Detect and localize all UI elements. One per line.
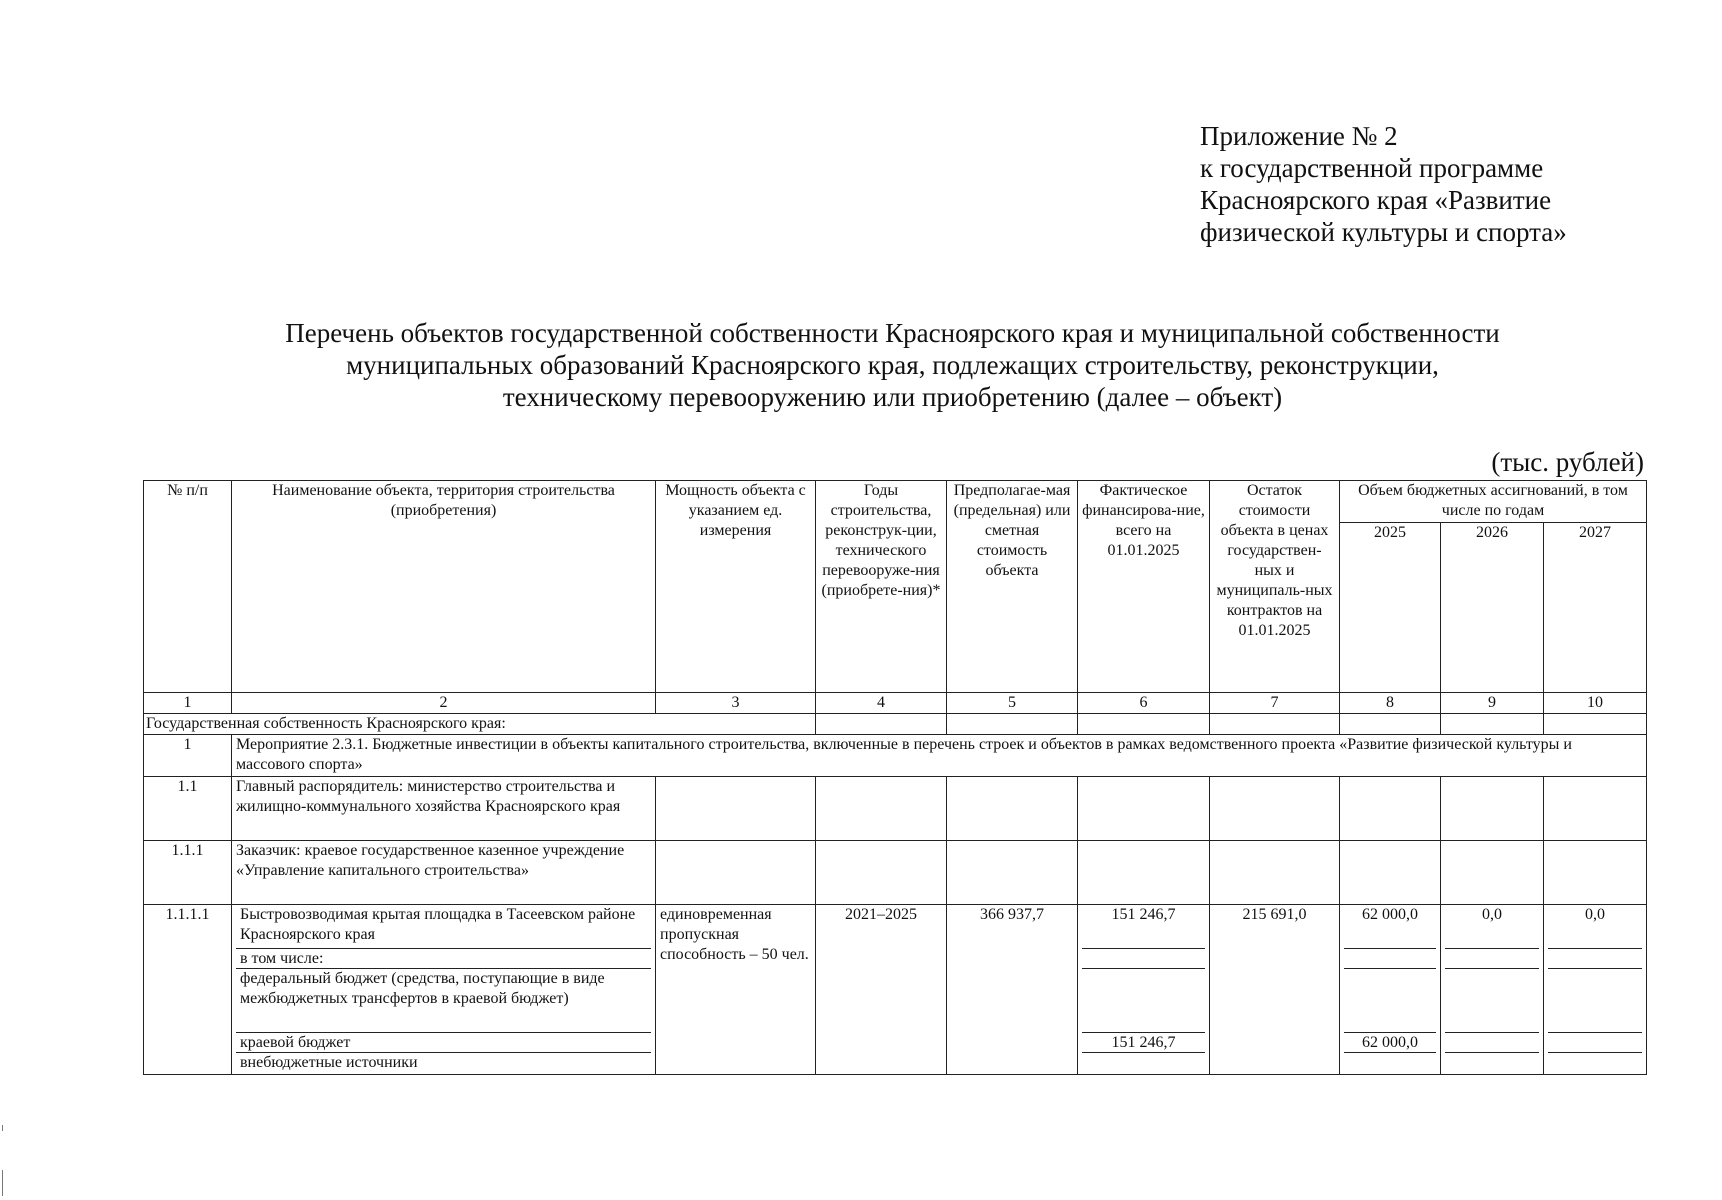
column-number: 7	[1210, 693, 1340, 714]
table-row	[144, 841, 1647, 905]
column-number: 1	[144, 693, 232, 714]
header-2027: 2027	[1544, 523, 1647, 693]
column-number: 3	[656, 693, 816, 714]
header-2025: 2025	[1340, 523, 1441, 693]
title-line: Перечень объектов государственной собственности Красноярского края и муниципальной собственности	[285, 318, 1500, 348]
header-budget: Объем бюджетных ассигнований, в том числе по годам	[1340, 481, 1647, 523]
budget-2027-total: 0,0	[1548, 905, 1642, 949]
table-row	[144, 905, 1647, 1075]
title-line: муниципальных образований Красноярского края, подлежащих строительству, реконструкции,	[346, 350, 1439, 380]
row-num: 1	[144, 735, 232, 777]
appendix-line: к государственной программе	[1200, 153, 1544, 183]
capacity-cell: единовременная пропускная способность – 50 чел.	[656, 905, 816, 1075]
federal-budget-label: федеральный бюджет (средства, поступающие в виде межбюджетных трансфертов в краевой бюджет)	[236, 969, 651, 1033]
remaining-cost-cell: 215 691,0	[1210, 905, 1340, 1075]
regional-budget-label: краевой бюджет	[236, 1033, 651, 1053]
actual-total: 151 246,7	[1082, 905, 1205, 949]
column-number: 10	[1544, 693, 1647, 714]
header-2026: 2026	[1441, 523, 1544, 693]
budget-2025-total: 62 000,0	[1344, 905, 1436, 949]
column-number: 2	[232, 693, 656, 714]
header-capacity: Мощность объекта с указанием ед. измерения	[656, 481, 816, 693]
objects-table	[143, 480, 1647, 1075]
budget-2027-cell	[1544, 905, 1647, 1075]
budget-2026-cell	[1441, 905, 1544, 1075]
appendix-line: физической культуры и спорта»	[1200, 217, 1567, 247]
column-number-row	[144, 693, 1647, 714]
column-number: 6	[1078, 693, 1210, 714]
header-years: Годы строительства, реконструк-ции, технического перевооруже-ния (приобрете-ния)*	[816, 481, 947, 693]
budget-2025-cell	[1340, 905, 1441, 1075]
header-remaining: Остаток стоимости объекта в ценах государствен-ных и муниципаль-ных контрактов на 01.01.2025	[1210, 481, 1340, 693]
table-row	[144, 735, 1647, 777]
row-num: 1.1.1	[144, 841, 232, 905]
actual-regional: 151 246,7	[1082, 1033, 1205, 1053]
including-label: в том числе:	[236, 949, 651, 969]
extra-budget-label: внебюджетные источники	[240, 1054, 418, 1071]
header-num: № п/п	[144, 481, 232, 693]
scan-artifact	[2, 1170, 3, 1196]
row-text: Заказчик: краевое государственное казенное учреждение «Управление капитального строительства»	[232, 841, 656, 905]
row-num: 1.1.1.1	[144, 905, 232, 1075]
years-cell: 2021–2025	[816, 905, 947, 1075]
object-name-cell	[232, 905, 656, 1075]
scan-artifact	[2, 1125, 3, 1131]
row-text: Мероприятие 2.3.1. Бюджетные инвестиции в объекты капитального строительства, включенные в перечень строек и объектов в рамках ведомственного проекта «Развитие физической культуры и массового спорта»	[232, 735, 1647, 777]
column-number: 5	[947, 693, 1078, 714]
actual-financing-cell	[1078, 905, 1210, 1075]
section-row	[144, 714, 1647, 735]
header-estimated: Предполагае-мая (предельная) или сметная стоимость объекта	[947, 481, 1078, 693]
appendix-block	[1200, 120, 1567, 248]
estimated-cost-cell: 366 937,7	[947, 905, 1078, 1075]
appendix-line: Красноярского края «Развитие	[1200, 185, 1552, 215]
header-name: Наименование объекта, территория строительства (приобретения)	[232, 481, 656, 693]
header-actual: Фактическое финансирова-ние, всего на 01.01.2025	[1078, 481, 1210, 693]
units-label: (тыс. рублей)	[1491, 447, 1644, 477]
title-line: техническому перевооружению или приобретению (далее – объект)	[502, 382, 1283, 412]
column-number: 4	[816, 693, 947, 714]
column-number: 8	[1340, 693, 1441, 714]
column-number: 9	[1441, 693, 1544, 714]
table-row	[144, 777, 1647, 841]
section-label: Государственная собственность Красноярского края:	[144, 714, 816, 735]
document-title	[150, 317, 1635, 413]
appendix-line: Приложение № 2	[1200, 121, 1398, 151]
object-name: Быстровозводимая крытая площадка в Тасеевском районе Красноярского края	[236, 905, 651, 949]
row-num: 1.1	[144, 777, 232, 841]
budget-2026-total: 0,0	[1445, 905, 1539, 949]
budget-2025-regional: 62 000,0	[1344, 1033, 1436, 1053]
row-text: Главный распорядитель: министерство строительства и жилищно-коммунального хозяйства Красноярского края	[232, 777, 656, 841]
